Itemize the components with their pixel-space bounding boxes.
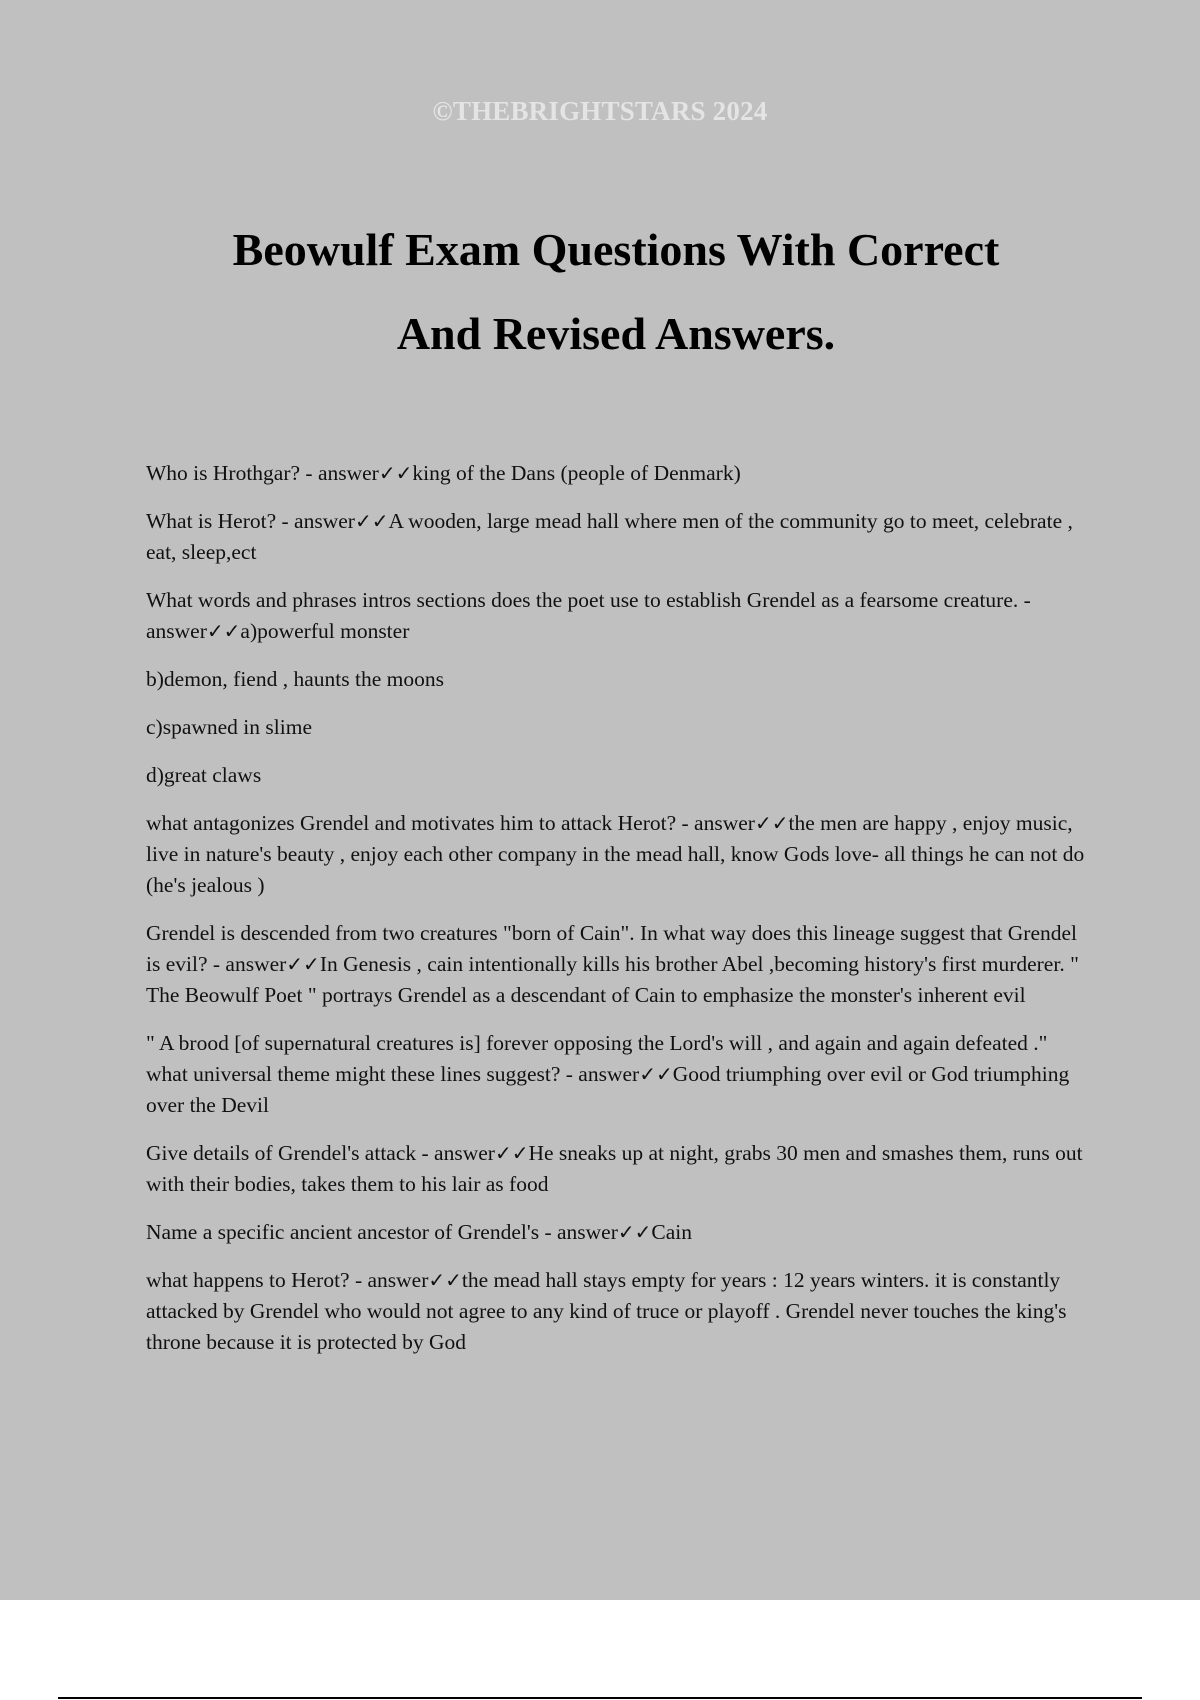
double-check-icon: ✓✓ (428, 1268, 462, 1292)
qa-item (146, 1028, 1091, 1121)
double-check-icon: ✓✓ (639, 1062, 673, 1086)
double-check-icon: ✓✓ (378, 461, 413, 485)
qa-item (146, 1138, 1091, 1200)
question-text: " A brood [of supernatural creatures is] forever opposing the Lord's will , and again and again defeated ." what universal theme might these lines suggest? - answer (146, 1031, 1048, 1086)
answer-text: A wooden, large mead hall where men of the community go to meet, celebrate , eat, sleep,ect (146, 509, 1073, 564)
double-check-icon: ✓✓ (206, 619, 241, 643)
question-text: what antagonizes Grendel and motivates him to attack Herot? - answer (146, 811, 755, 835)
qa-item (146, 918, 1091, 1011)
title-line-1: Beowulf Exam Questions With Correct (232, 224, 1000, 275)
double-check-icon: ✓✓ (354, 509, 389, 533)
question-text: Grendel is descended from two creatures "born of Cain". In what way does this lineage suggest that Grendel is evil? - answer (146, 921, 1078, 976)
answer-text: He sneaks up at night, grabs 30 men and smashes them, runs out with their bodies, takes them to his lair as food (146, 1141, 1083, 1196)
answer-continuation: d)great claws (146, 763, 262, 787)
answer-continuation: b)demon, fiend , haunts the moons (146, 667, 444, 691)
qa-item (146, 1265, 1091, 1358)
answer-continuation: c)spawned in slime (146, 715, 312, 739)
qa-item (146, 808, 1091, 901)
question-text: what happens to Herot? - answer (146, 1268, 429, 1292)
qa-list (146, 458, 1091, 1375)
answer-text: king of the Dans (people of Denmark) (412, 461, 741, 485)
double-check-icon: ✓✓ (494, 1141, 529, 1165)
answer-text: In Genesis , cain intentionally kills his brother Abel ,becoming history's first murderer. " The Beowulf Poet " portrays Grendel as a descendant of Cain to emphasize the monster's inherent evil (146, 952, 1079, 1007)
question-text: Name a specific ancient ancestor of Grendel's - answer (146, 1220, 618, 1244)
qa-item (146, 585, 1091, 647)
qa-item (146, 506, 1091, 568)
question-text: What words and phrases intros sections does the poet use to establish Grendel as a fearsome creature. - answer (146, 588, 1031, 643)
double-check-icon: ✓✓ (286, 952, 320, 976)
watermark-text: ©THEBRIGHTSTARS 2024 (432, 96, 768, 126)
footer-divider (58, 1697, 1142, 1699)
answer-text: the men are happy , enjoy music, live in nature's beauty , enjoy each other company in the mead hall, know Gods love- all things he can not do (he's jealous ) (146, 811, 1085, 897)
title-line-2: And Revised Answers. (396, 308, 836, 359)
answer-text: Cain (651, 1220, 693, 1244)
double-check-icon: ✓✓ (617, 1220, 652, 1244)
answer-text: the mead hall stays empty for years : 12 years winters. it is constantly attacked by Grendel who would not agree to any kind of truce or playoff . Grendel never touches the king's throne because it is protected by God (146, 1268, 1067, 1354)
page-title (80, 208, 1152, 376)
qa-item (146, 1217, 1091, 1248)
answer-text: Good triumphing over evil or God triumphing over the Devil (146, 1062, 1070, 1117)
question-text: Give details of Grendel's attack - answer (146, 1141, 495, 1165)
answer-text: a)powerful monster (240, 619, 410, 643)
question-text: What is Herot? - answer (146, 509, 355, 533)
question-text: Who is Hrothgar? - answer (146, 461, 379, 485)
qa-item (146, 458, 1091, 489)
double-check-icon: ✓✓ (754, 811, 789, 835)
